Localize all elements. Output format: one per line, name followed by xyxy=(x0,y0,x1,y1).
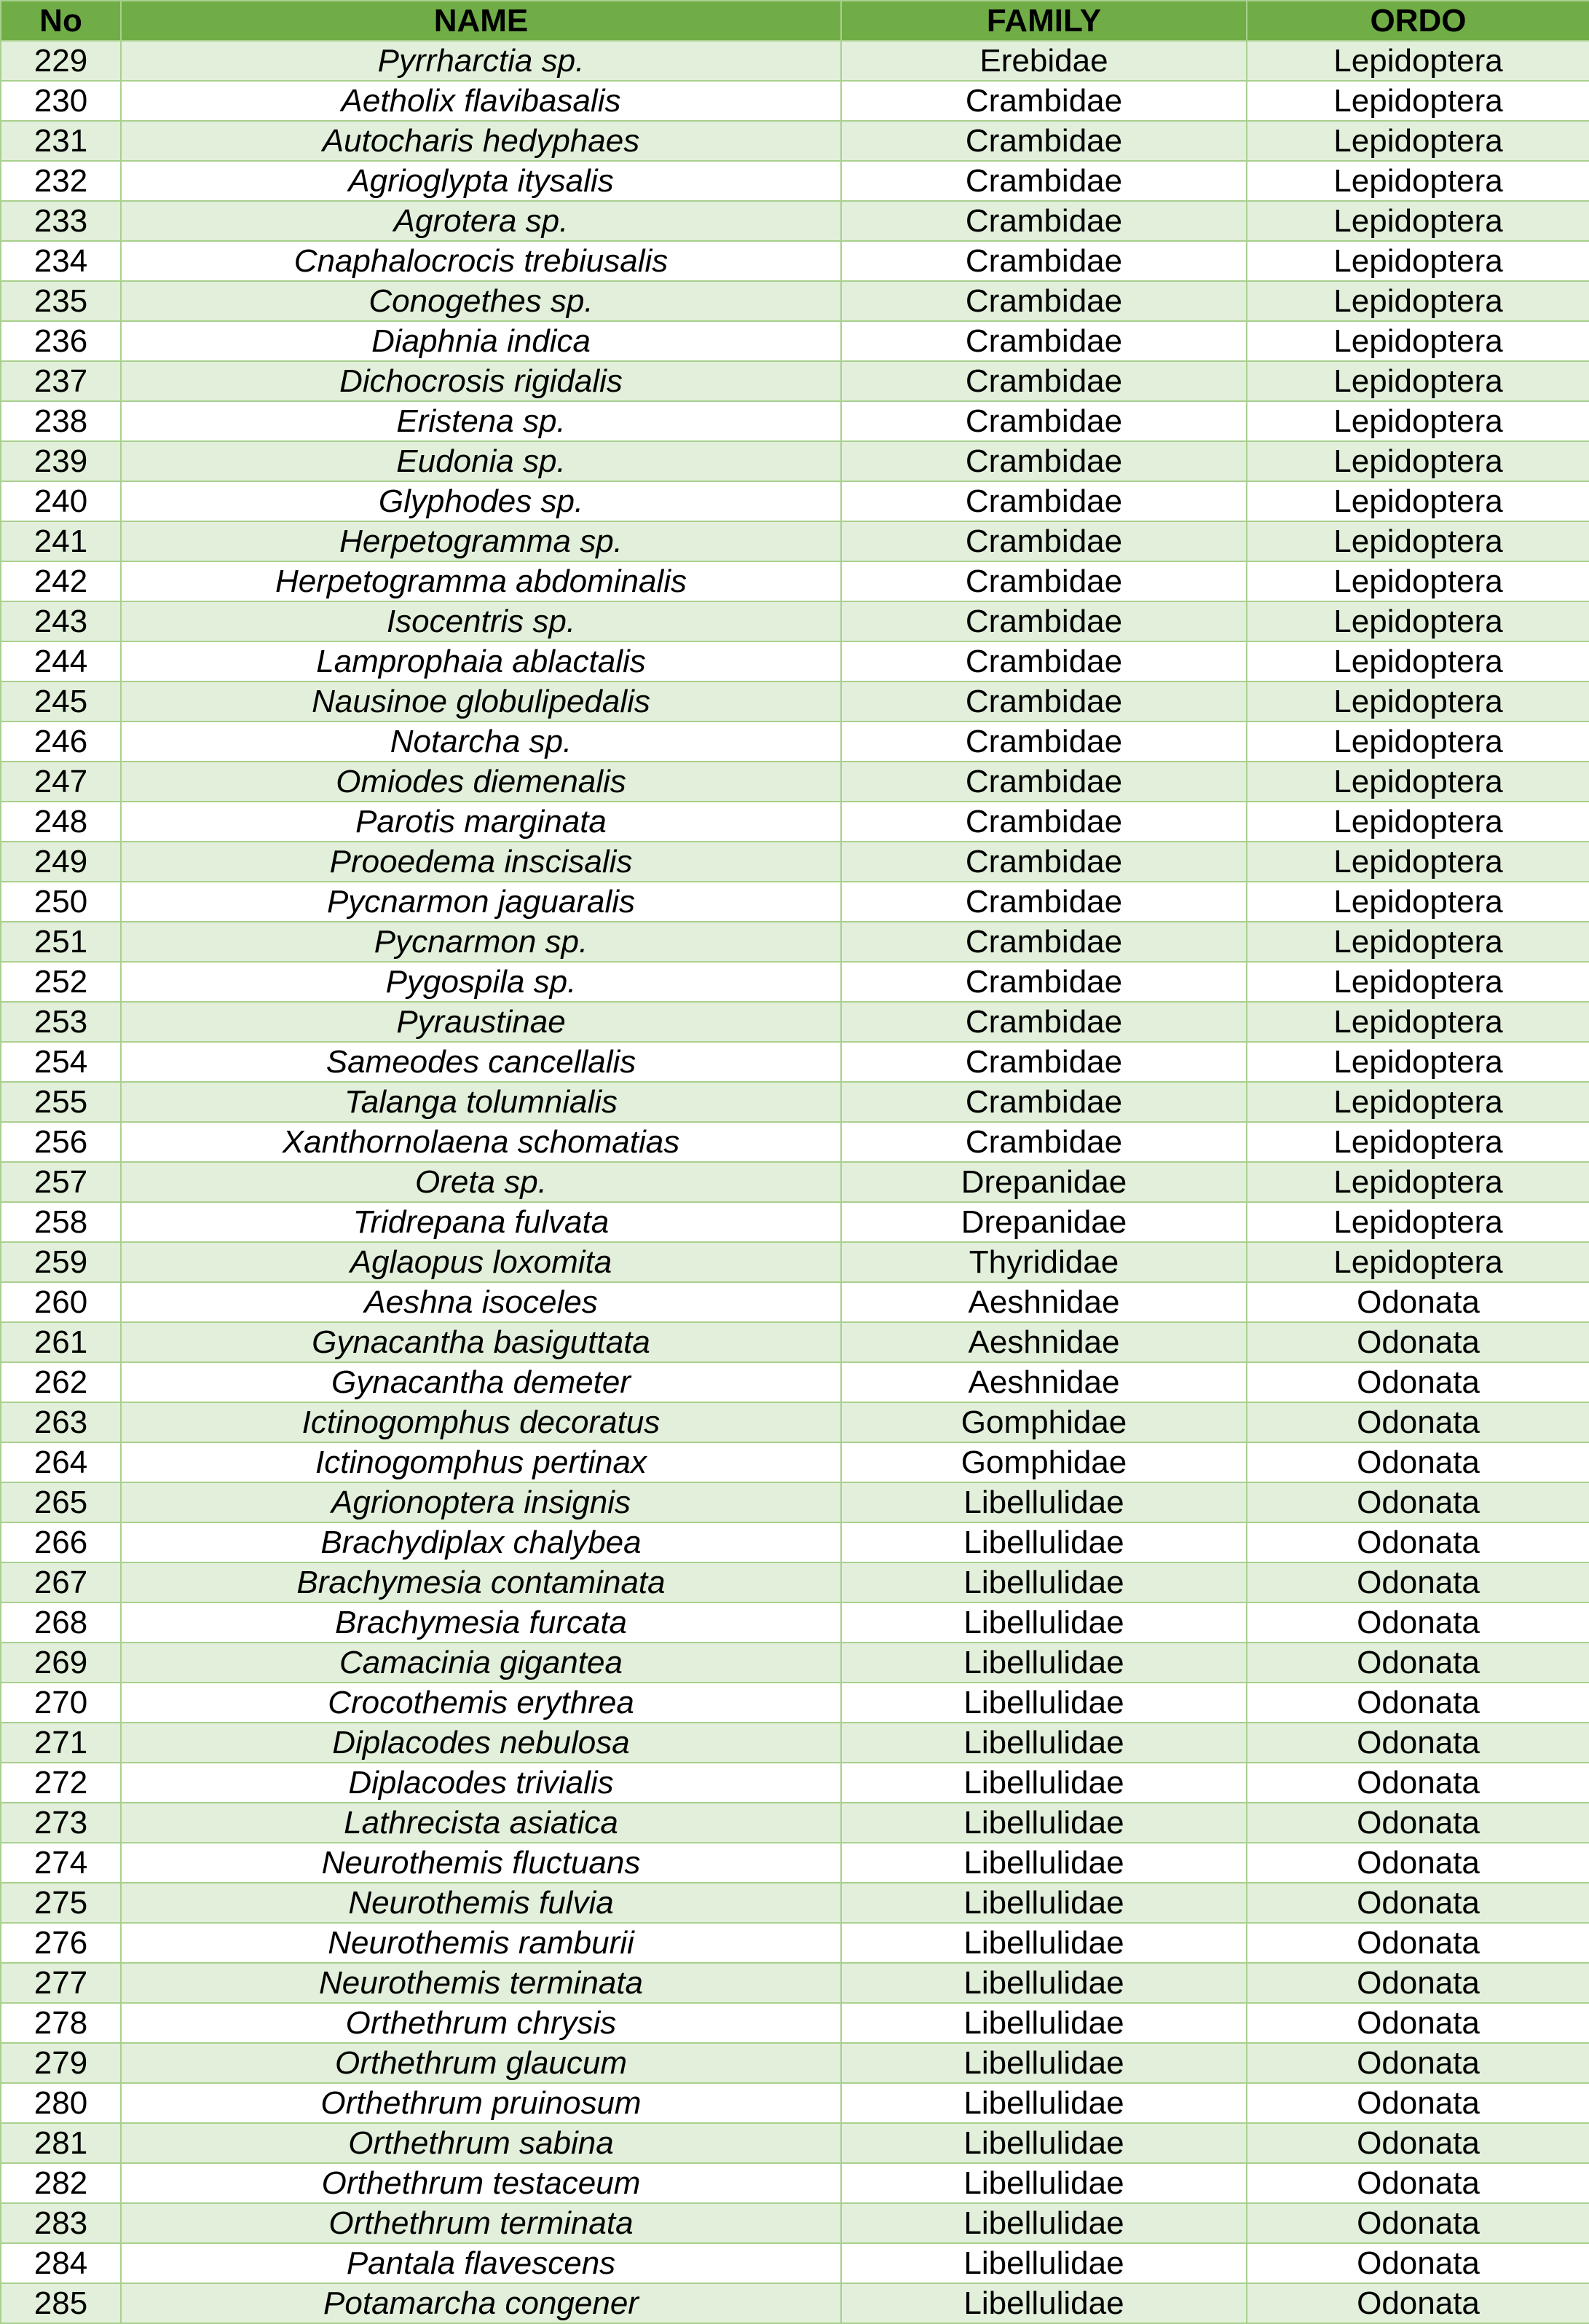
cell-no: 229 xyxy=(1,41,121,81)
header-no: No xyxy=(1,1,121,41)
cell-no: 236 xyxy=(1,321,121,361)
cell-ordo: Odonata xyxy=(1247,1843,1589,1883)
cell-ordo: Lepidoptera xyxy=(1247,1002,1589,1042)
cell-name: Omiodes diemenalis xyxy=(121,762,841,802)
cell-family: Gomphidae xyxy=(841,1442,1247,1482)
table-row xyxy=(1,762,1589,802)
cell-family: Crambidae xyxy=(841,1082,1247,1122)
cell-family: Libellulidae xyxy=(841,1883,1247,1923)
cell-ordo: Lepidoptera xyxy=(1247,561,1589,601)
cell-family: Libellulidae xyxy=(841,2243,1247,2283)
table-row xyxy=(1,401,1589,441)
cell-ordo: Lepidoptera xyxy=(1247,201,1589,241)
cell-family: Crambidae xyxy=(841,681,1247,722)
table-row xyxy=(1,922,1589,962)
table-row xyxy=(1,2163,1589,2203)
cell-no: 258 xyxy=(1,1202,121,1242)
cell-no: 281 xyxy=(1,2123,121,2163)
cell-name: Brachymesia contaminata xyxy=(121,1562,841,1602)
cell-family: Aeshnidae xyxy=(841,1282,1247,1322)
cell-family: Libellulidae xyxy=(841,1803,1247,1843)
cell-no: 282 xyxy=(1,2163,121,2203)
cell-family: Crambidae xyxy=(841,641,1247,681)
cell-no: 275 xyxy=(1,1883,121,1923)
cell-name: Diplacodes trivialis xyxy=(121,1763,841,1803)
table-row xyxy=(1,2003,1589,2043)
cell-no: 234 xyxy=(1,241,121,281)
cell-ordo: Odonata xyxy=(1247,1683,1589,1723)
cell-no: 251 xyxy=(1,922,121,962)
cell-no: 284 xyxy=(1,2243,121,2283)
cell-no: 252 xyxy=(1,962,121,1002)
cell-no: 263 xyxy=(1,1402,121,1442)
cell-ordo: Lepidoptera xyxy=(1247,441,1589,481)
cell-family: Crambidae xyxy=(841,842,1247,882)
cell-no: 247 xyxy=(1,762,121,802)
cell-name: Eristena sp. xyxy=(121,401,841,441)
cell-family: Crambidae xyxy=(841,281,1247,321)
table-row xyxy=(1,1923,1589,1963)
cell-name: Aeshna isoceles xyxy=(121,1282,841,1322)
cell-no: 238 xyxy=(1,401,121,441)
cell-name: Lathrecista asiatica xyxy=(121,1803,841,1843)
cell-family: Crambidae xyxy=(841,401,1247,441)
cell-name: Orthethrum chrysis xyxy=(121,2003,841,2043)
cell-ordo: Odonata xyxy=(1247,2243,1589,2283)
cell-family: Crambidae xyxy=(841,121,1247,161)
cell-no: 268 xyxy=(1,1602,121,1643)
cell-family: Crambidae xyxy=(841,321,1247,361)
cell-family: Crambidae xyxy=(841,201,1247,241)
header-family: FAMILY xyxy=(841,1,1247,41)
cell-family: Crambidae xyxy=(841,361,1247,401)
cell-ordo: Lepidoptera xyxy=(1247,1202,1589,1242)
table-row xyxy=(1,1643,1589,1683)
table-row xyxy=(1,1562,1589,1602)
table-row xyxy=(1,1602,1589,1643)
cell-ordo: Odonata xyxy=(1247,1963,1589,2003)
cell-family: Thyrididae xyxy=(841,1242,1247,1282)
cell-no: 243 xyxy=(1,601,121,641)
cell-ordo: Lepidoptera xyxy=(1247,641,1589,681)
table-row xyxy=(1,1522,1589,1562)
cell-ordo: Lepidoptera xyxy=(1247,121,1589,161)
table-row xyxy=(1,1322,1589,1362)
cell-no: 253 xyxy=(1,1002,121,1042)
cell-name: Cnaphalocrocis trebiusalis xyxy=(121,241,841,281)
cell-name: Herpetogramma abdominalis xyxy=(121,561,841,601)
cell-no: 256 xyxy=(1,1122,121,1162)
cell-family: Crambidae xyxy=(841,722,1247,762)
cell-ordo: Odonata xyxy=(1247,1643,1589,1683)
header-row xyxy=(1,1,1589,41)
cell-family: Crambidae xyxy=(841,962,1247,1002)
cell-family: Libellulidae xyxy=(841,1562,1247,1602)
table-row xyxy=(1,361,1589,401)
cell-family: Drepanidae xyxy=(841,1162,1247,1202)
cell-ordo: Lepidoptera xyxy=(1247,81,1589,121)
cell-name: Neurothemis ramburii xyxy=(121,1923,841,1963)
table-row xyxy=(1,722,1589,762)
cell-no: 277 xyxy=(1,1963,121,2003)
cell-name: Brachydiplax chalybea xyxy=(121,1522,841,1562)
table-row xyxy=(1,1362,1589,1402)
cell-family: Libellulidae xyxy=(841,2043,1247,2083)
cell-name: Notarcha sp. xyxy=(121,722,841,762)
cell-no: 233 xyxy=(1,201,121,241)
cell-name: Diplacodes nebulosa xyxy=(121,1723,841,1763)
cell-name: Aetholix flavibasalis xyxy=(121,81,841,121)
cell-name: Diaphnia indica xyxy=(121,321,841,361)
cell-name: Ictinogomphus decoratus xyxy=(121,1402,841,1442)
table-row xyxy=(1,1482,1589,1522)
cell-ordo: Lepidoptera xyxy=(1247,882,1589,922)
cell-no: 270 xyxy=(1,1683,121,1723)
cell-name: Camacinia gigantea xyxy=(121,1643,841,1683)
cell-family: Libellulidae xyxy=(841,2163,1247,2203)
cell-name: Dichocrosis rigidalis xyxy=(121,361,841,401)
cell-name: Potamarcha congener xyxy=(121,2283,841,2323)
cell-name: Eudonia sp. xyxy=(121,441,841,481)
cell-ordo: Lepidoptera xyxy=(1247,762,1589,802)
cell-no: 235 xyxy=(1,281,121,321)
table-row xyxy=(1,1723,1589,1763)
cell-name: Pyrrharctia sp. xyxy=(121,41,841,81)
cell-ordo: Odonata xyxy=(1247,2123,1589,2163)
cell-ordo: Odonata xyxy=(1247,1442,1589,1482)
cell-no: 273 xyxy=(1,1803,121,1843)
table-row xyxy=(1,1042,1589,1082)
cell-ordo: Lepidoptera xyxy=(1247,1242,1589,1282)
table-row xyxy=(1,2203,1589,2243)
table-row xyxy=(1,601,1589,641)
cell-name: Gynacantha demeter xyxy=(121,1362,841,1402)
cell-name: Pyraustinae xyxy=(121,1002,841,1042)
cell-ordo: Lepidoptera xyxy=(1247,521,1589,561)
cell-ordo: Odonata xyxy=(1247,1803,1589,1843)
cell-ordo: Odonata xyxy=(1247,2163,1589,2203)
cell-name: Isocentris sp. xyxy=(121,601,841,641)
cell-ordo: Lepidoptera xyxy=(1247,401,1589,441)
cell-no: 254 xyxy=(1,1042,121,1082)
cell-name: Orthethrum terminata xyxy=(121,2203,841,2243)
cell-family: Crambidae xyxy=(841,521,1247,561)
cell-no: 262 xyxy=(1,1362,121,1402)
cell-family: Crambidae xyxy=(841,922,1247,962)
cell-ordo: Odonata xyxy=(1247,1402,1589,1442)
cell-family: Drepanidae xyxy=(841,1202,1247,1242)
cell-no: 266 xyxy=(1,1522,121,1562)
cell-ordo: Odonata xyxy=(1247,1322,1589,1362)
table-row xyxy=(1,641,1589,681)
cell-family: Crambidae xyxy=(841,601,1247,641)
cell-no: 276 xyxy=(1,1923,121,1963)
cell-family: Libellulidae xyxy=(841,1482,1247,1522)
cell-name: Orthethrum glaucum xyxy=(121,2043,841,2083)
table-row xyxy=(1,2243,1589,2283)
table-row xyxy=(1,2083,1589,2123)
cell-no: 272 xyxy=(1,1763,121,1803)
cell-family: Crambidae xyxy=(841,882,1247,922)
cell-name: Lamprophaia ablactalis xyxy=(121,641,841,681)
cell-no: 249 xyxy=(1,842,121,882)
cell-ordo: Lepidoptera xyxy=(1247,321,1589,361)
table-row xyxy=(1,1082,1589,1122)
table-row xyxy=(1,1763,1589,1803)
table-row xyxy=(1,321,1589,361)
table-row xyxy=(1,1442,1589,1482)
cell-family: Libellulidae xyxy=(841,1763,1247,1803)
table-row xyxy=(1,481,1589,521)
table-row xyxy=(1,561,1589,601)
cell-no: 231 xyxy=(1,121,121,161)
cell-ordo: Lepidoptera xyxy=(1247,802,1589,842)
table-row xyxy=(1,882,1589,922)
cell-ordo: Odonata xyxy=(1247,1482,1589,1522)
cell-no: 283 xyxy=(1,2203,121,2243)
cell-ordo: Lepidoptera xyxy=(1247,722,1589,762)
cell-name: Prooedema inscisalis xyxy=(121,842,841,882)
cell-family: Libellulidae xyxy=(841,1522,1247,1562)
cell-no: 240 xyxy=(1,481,121,521)
table-row xyxy=(1,41,1589,81)
table-row xyxy=(1,1402,1589,1442)
cell-no: 274 xyxy=(1,1843,121,1883)
cell-no: 264 xyxy=(1,1442,121,1482)
cell-name: Agrionoptera insignis xyxy=(121,1482,841,1522)
cell-name: Talanga tolumnialis xyxy=(121,1082,841,1122)
cell-ordo: Odonata xyxy=(1247,2083,1589,2123)
table-row xyxy=(1,1162,1589,1202)
table-row xyxy=(1,81,1589,121)
cell-ordo: Odonata xyxy=(1247,2283,1589,2323)
cell-no: 246 xyxy=(1,722,121,762)
table-row xyxy=(1,1963,1589,2003)
cell-family: Crambidae xyxy=(841,81,1247,121)
cell-family: Libellulidae xyxy=(841,2003,1247,2043)
cell-ordo: Lepidoptera xyxy=(1247,281,1589,321)
cell-name: Pycnarmon jaguaralis xyxy=(121,882,841,922)
cell-no: 279 xyxy=(1,2043,121,2083)
cell-ordo: Odonata xyxy=(1247,1883,1589,1923)
cell-ordo: Odonata xyxy=(1247,1562,1589,1602)
cell-ordo: Lepidoptera xyxy=(1247,1122,1589,1162)
table-row xyxy=(1,1282,1589,1322)
cell-name: Aglaopus loxomita xyxy=(121,1242,841,1282)
cell-no: 267 xyxy=(1,1562,121,1602)
cell-ordo: Lepidoptera xyxy=(1247,681,1589,722)
cell-ordo: Odonata xyxy=(1247,1522,1589,1562)
cell-no: 261 xyxy=(1,1322,121,1362)
cell-name: Neurothemis terminata xyxy=(121,1963,841,2003)
cell-no: 285 xyxy=(1,2283,121,2323)
cell-family: Libellulidae xyxy=(841,2203,1247,2243)
cell-name: Glyphodes sp. xyxy=(121,481,841,521)
cell-name: Orthethrum pruinosum xyxy=(121,2083,841,2123)
cell-ordo: Odonata xyxy=(1247,1602,1589,1643)
cell-ordo: Odonata xyxy=(1247,2043,1589,2083)
cell-name: Brachymesia furcata xyxy=(121,1602,841,1643)
cell-name: Neurothemis fulvia xyxy=(121,1883,841,1923)
cell-name: Orthethrum sabina xyxy=(121,2123,841,2163)
cell-no: 271 xyxy=(1,1723,121,1763)
cell-name: Oreta sp. xyxy=(121,1162,841,1202)
cell-family: Crambidae xyxy=(841,161,1247,201)
table-row xyxy=(1,962,1589,1002)
table-row xyxy=(1,681,1589,722)
cell-name: Pycnarmon sp. xyxy=(121,922,841,962)
cell-no: 269 xyxy=(1,1643,121,1683)
cell-no: 241 xyxy=(1,521,121,561)
cell-family: Crambidae xyxy=(841,481,1247,521)
cell-name: Nausinoe globulipedalis xyxy=(121,681,841,722)
cell-family: Libellulidae xyxy=(841,1963,1247,2003)
cell-family: Libellulidae xyxy=(841,1723,1247,1763)
table-header xyxy=(1,1,1589,41)
table-row xyxy=(1,121,1589,161)
cell-ordo: Lepidoptera xyxy=(1247,1162,1589,1202)
cell-no: 248 xyxy=(1,802,121,842)
cell-name: Ictinogomphus pertinax xyxy=(121,1442,841,1482)
cell-ordo: Odonata xyxy=(1247,2203,1589,2243)
cell-name: Gynacantha basiguttata xyxy=(121,1322,841,1362)
cell-no: 250 xyxy=(1,882,121,922)
table-row xyxy=(1,521,1589,561)
cell-name: Tridrepana fulvata xyxy=(121,1202,841,1242)
table-row xyxy=(1,2283,1589,2323)
cell-ordo: Lepidoptera xyxy=(1247,241,1589,281)
cell-ordo: Lepidoptera xyxy=(1247,1042,1589,1082)
table-row xyxy=(1,2043,1589,2083)
header-ordo: ORDO xyxy=(1247,1,1589,41)
cell-ordo: Odonata xyxy=(1247,2003,1589,2043)
cell-ordo: Odonata xyxy=(1247,1723,1589,1763)
cell-name: Autocharis hedyphaes xyxy=(121,121,841,161)
cell-family: Crambidae xyxy=(841,241,1247,281)
cell-family: Crambidae xyxy=(841,1002,1247,1042)
table-row xyxy=(1,281,1589,321)
cell-family: Crambidae xyxy=(841,1122,1247,1162)
header-name: NAME xyxy=(121,1,841,41)
table-row xyxy=(1,842,1589,882)
cell-ordo: Lepidoptera xyxy=(1247,601,1589,641)
table-row xyxy=(1,201,1589,241)
cell-name: Sameodes cancellalis xyxy=(121,1042,841,1082)
cell-ordo: Odonata xyxy=(1247,1282,1589,1322)
cell-name: Conogethes sp. xyxy=(121,281,841,321)
table-row xyxy=(1,1202,1589,1242)
cell-ordo: Lepidoptera xyxy=(1247,41,1589,81)
cell-no: 239 xyxy=(1,441,121,481)
cell-name: Parotis marginata xyxy=(121,802,841,842)
cell-no: 265 xyxy=(1,1482,121,1522)
cell-no: 230 xyxy=(1,81,121,121)
table-row xyxy=(1,1843,1589,1883)
cell-ordo: Lepidoptera xyxy=(1247,161,1589,201)
cell-no: 278 xyxy=(1,2003,121,2043)
cell-no: 259 xyxy=(1,1242,121,1282)
cell-family: Erebidae xyxy=(841,41,1247,81)
cell-ordo: Lepidoptera xyxy=(1247,922,1589,962)
cell-family: Crambidae xyxy=(841,762,1247,802)
cell-ordo: Odonata xyxy=(1247,1763,1589,1803)
cell-no: 232 xyxy=(1,161,121,201)
cell-name: Agrotera sp. xyxy=(121,201,841,241)
cell-family: Crambidae xyxy=(841,441,1247,481)
cell-no: 244 xyxy=(1,641,121,681)
cell-ordo: Lepidoptera xyxy=(1247,1082,1589,1122)
cell-no: 237 xyxy=(1,361,121,401)
cell-name: Pygospila sp. xyxy=(121,962,841,1002)
cell-no: 260 xyxy=(1,1282,121,1322)
cell-name: Pantala flavescens xyxy=(121,2243,841,2283)
cell-no: 257 xyxy=(1,1162,121,1202)
table-row xyxy=(1,1002,1589,1042)
cell-family: Crambidae xyxy=(841,802,1247,842)
cell-family: Crambidae xyxy=(841,1042,1247,1082)
cell-family: Libellulidae xyxy=(841,1683,1247,1723)
table-body xyxy=(1,41,1589,2323)
cell-ordo: Lepidoptera xyxy=(1247,962,1589,1002)
cell-family: Libellulidae xyxy=(841,2083,1247,2123)
cell-name: Xanthornolaena schomatias xyxy=(121,1122,841,1162)
cell-ordo: Lepidoptera xyxy=(1247,481,1589,521)
cell-no: 280 xyxy=(1,2083,121,2123)
cell-no: 255 xyxy=(1,1082,121,1122)
cell-no: 242 xyxy=(1,561,121,601)
cell-family: Aeshnidae xyxy=(841,1362,1247,1402)
cell-family: Libellulidae xyxy=(841,1602,1247,1643)
cell-family: Crambidae xyxy=(841,561,1247,601)
cell-name: Crocothemis erythrea xyxy=(121,1683,841,1723)
table-row xyxy=(1,161,1589,201)
cell-ordo: Odonata xyxy=(1247,1362,1589,1402)
cell-family: Libellulidae xyxy=(841,2123,1247,2163)
cell-family: Libellulidae xyxy=(841,1843,1247,1883)
cell-no: 245 xyxy=(1,681,121,722)
cell-name: Orthethrum testaceum xyxy=(121,2163,841,2203)
cell-ordo: Lepidoptera xyxy=(1247,361,1589,401)
table-row xyxy=(1,241,1589,281)
cell-family: Libellulidae xyxy=(841,2283,1247,2323)
table-row xyxy=(1,441,1589,481)
cell-ordo: Lepidoptera xyxy=(1247,842,1589,882)
table-row xyxy=(1,1683,1589,1723)
cell-family: Libellulidae xyxy=(841,1923,1247,1963)
cell-name: Neurothemis fluctuans xyxy=(121,1843,841,1883)
cell-family: Libellulidae xyxy=(841,1643,1247,1683)
table-row xyxy=(1,1803,1589,1843)
table-row xyxy=(1,1242,1589,1282)
table-row xyxy=(1,802,1589,842)
cell-ordo: Odonata xyxy=(1247,1923,1589,1963)
cell-name: Herpetogramma sp. xyxy=(121,521,841,561)
cell-family: Aeshnidae xyxy=(841,1322,1247,1362)
table-row xyxy=(1,1122,1589,1162)
table-row xyxy=(1,2123,1589,2163)
table-row xyxy=(1,1883,1589,1923)
cell-name: Agrioglypta itysalis xyxy=(121,161,841,201)
cell-family: Gomphidae xyxy=(841,1402,1247,1442)
